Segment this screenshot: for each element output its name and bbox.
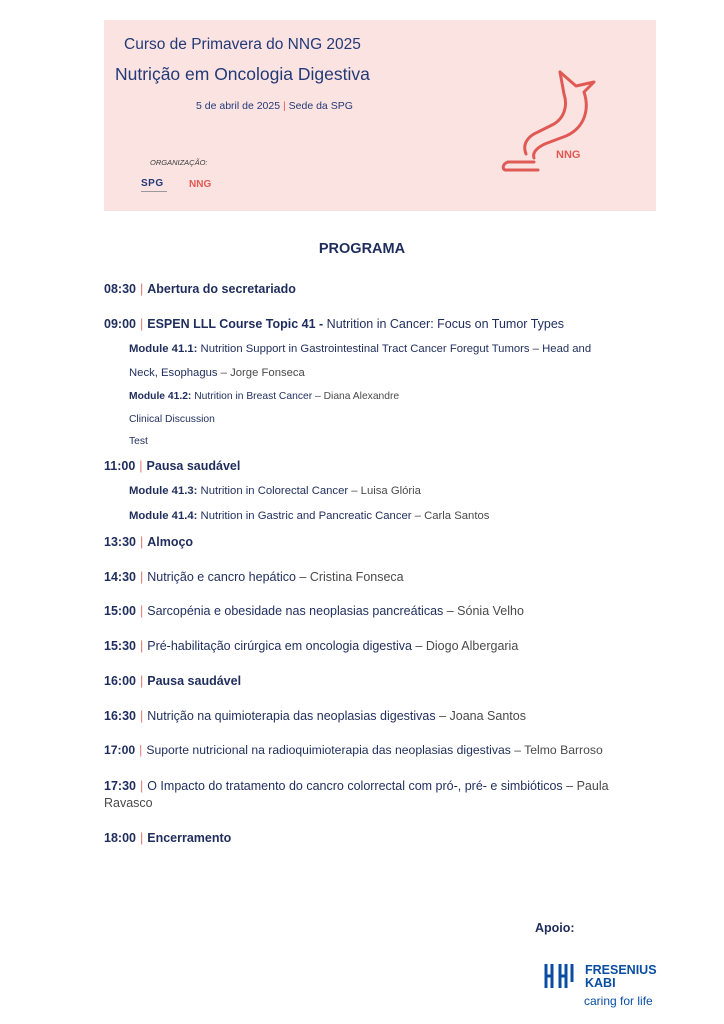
clinical-discussion: Clinical Discussion — [129, 414, 215, 425]
bird-logo-text: NNG — [556, 149, 581, 161]
module-41-2 — [129, 391, 399, 402]
time: 15:30 — [104, 639, 136, 653]
module-label: Module 41.2: — [129, 391, 192, 402]
speaker: – Diana Alexandre — [312, 391, 400, 402]
event-date-venue — [196, 100, 353, 112]
module-41-1-line2 — [129, 367, 305, 379]
separator: | — [139, 535, 144, 549]
speaker: – Luisa Glória — [348, 485, 421, 497]
schedule-row-1730 — [104, 778, 644, 812]
schedule-row-1500 — [104, 604, 524, 618]
time: 17:00 — [104, 743, 136, 757]
time: 08:30 — [104, 282, 136, 296]
time: 09:00 — [104, 317, 136, 331]
session-title: Almoço — [147, 535, 194, 549]
time: 16:30 — [104, 709, 136, 723]
separator: | — [139, 674, 144, 688]
separator: | — [139, 709, 144, 723]
session-title: ESPEN LLL Course Topic 41 - — [147, 317, 324, 331]
speaker: – Cristina Fonseca — [295, 570, 404, 584]
session-text: Suporte nutricional na radioquimioterapia das neoplasias digestivas — [146, 743, 511, 757]
spg-logo-underline — [141, 191, 167, 192]
schedule-row-0900 — [104, 317, 564, 331]
module-title: Nutrition in Breast Cancer — [191, 391, 313, 402]
speaker: – Jorge Fonseca — [217, 367, 305, 379]
nng-bird-logo-icon — [498, 66, 602, 174]
session-title: Encerramento — [147, 831, 232, 845]
module-title: Nutrition in Gastric and Pancreatic Cancer — [197, 510, 412, 522]
module-41-4 — [129, 510, 489, 522]
speaker: – Diogo Albergaria — [411, 639, 519, 653]
module-41-1-line1 — [129, 343, 591, 355]
schedule-row-1530 — [104, 639, 518, 653]
speaker: – Telmo Barroso — [510, 743, 603, 757]
fresenius-kabi-logo-icon — [543, 962, 575, 990]
spg-logo — [141, 178, 171, 196]
speaker: – Carla Santos — [411, 510, 490, 522]
session-text: Sarcopénia e obesidade nas neoplasias pancreáticas — [147, 604, 444, 618]
program-heading: PROGRAMA — [318, 241, 406, 257]
time: 14:30 — [104, 570, 136, 584]
module-41-3 — [129, 485, 421, 497]
separator: | — [139, 570, 144, 584]
organization-label: ORGANIZAÇÃO: — [150, 158, 208, 167]
event-date: 5 de abril de 2025 — [196, 100, 281, 112]
time: 13:30 — [104, 535, 136, 549]
schedule-row-0830 — [104, 282, 296, 296]
speaker: – Paula Ravasco — [104, 779, 609, 810]
time: 15:00 — [104, 604, 136, 618]
speaker: – Sónia Velho — [443, 604, 524, 618]
sponsor-name — [585, 964, 657, 990]
module-label: Module 41.1: — [129, 343, 198, 355]
course-title: Curso de Primavera do NNG 2025 — [124, 36, 361, 53]
separator: | — [139, 779, 144, 793]
sponsor-name-line1: FRESENIUS — [585, 963, 657, 977]
session-text: Pré-habilitação cirúrgica em oncologia digestiva — [147, 639, 412, 653]
separator: | — [139, 604, 144, 618]
test-item: Test — [129, 436, 148, 447]
schedule-row-1430 — [104, 570, 404, 584]
session-title: Abertura do secretariado — [147, 282, 296, 296]
module-title: Nutrition Support in Gastrointestinal Tract Cancer Foregut Tumors – Head and — [197, 343, 592, 355]
schedule-row-1700 — [104, 743, 603, 757]
session-text: Nutrição e cancro hepático — [147, 570, 296, 584]
module-title: Nutrition in Colorectal Cancer — [197, 485, 349, 497]
sponsor-label: Apoio: — [535, 921, 575, 935]
schedule-row-1600 — [104, 674, 241, 688]
separator: | — [139, 317, 144, 331]
spg-logo-text: SPG — [141, 178, 164, 189]
date-separator: | — [283, 100, 286, 112]
course-subtitle: Nutrição em Oncologia Digestiva — [115, 64, 370, 84]
separator: | — [139, 459, 143, 473]
schedule-row-1330 — [104, 535, 193, 549]
session-title: Pausa saudável — [146, 459, 241, 473]
time: 11:00 — [104, 459, 136, 473]
separator: | — [139, 282, 144, 296]
time: 18:00 — [104, 831, 136, 845]
schedule-row-1100 — [104, 459, 240, 473]
sponsor-name-line2: KABI — [585, 976, 616, 990]
session-title: Pausa saudável — [147, 674, 242, 688]
session-text: Nutrição na quimioterapia das neoplasias digestivas — [147, 709, 436, 723]
module-label: Module 41.3: — [129, 485, 198, 497]
time: 17:30 — [104, 779, 136, 793]
schedule-row-1800 — [104, 831, 231, 845]
module-label: Module 41.4: — [129, 510, 198, 522]
event-venue: Sede da SPG — [288, 100, 353, 112]
time: 16:00 — [104, 674, 136, 688]
session-text: O Impacto do tratamento do cancro colorrectal com pró-, pré- e simbióticos — [147, 779, 563, 793]
sponsor-tagline: caring for life — [584, 994, 653, 1008]
nng-small-logo-text: NNG — [189, 179, 212, 190]
module-title-cont: Neck, Esophagus — [129, 367, 218, 379]
schedule-row-1630 — [104, 709, 526, 723]
session-text: Nutrition in Cancer: Focus on Tumor Types — [323, 317, 565, 331]
nng-small-logo — [189, 179, 211, 190]
separator: | — [139, 639, 144, 653]
separator: | — [139, 743, 143, 757]
speaker: – Joana Santos — [435, 709, 526, 723]
separator: | — [139, 831, 144, 845]
